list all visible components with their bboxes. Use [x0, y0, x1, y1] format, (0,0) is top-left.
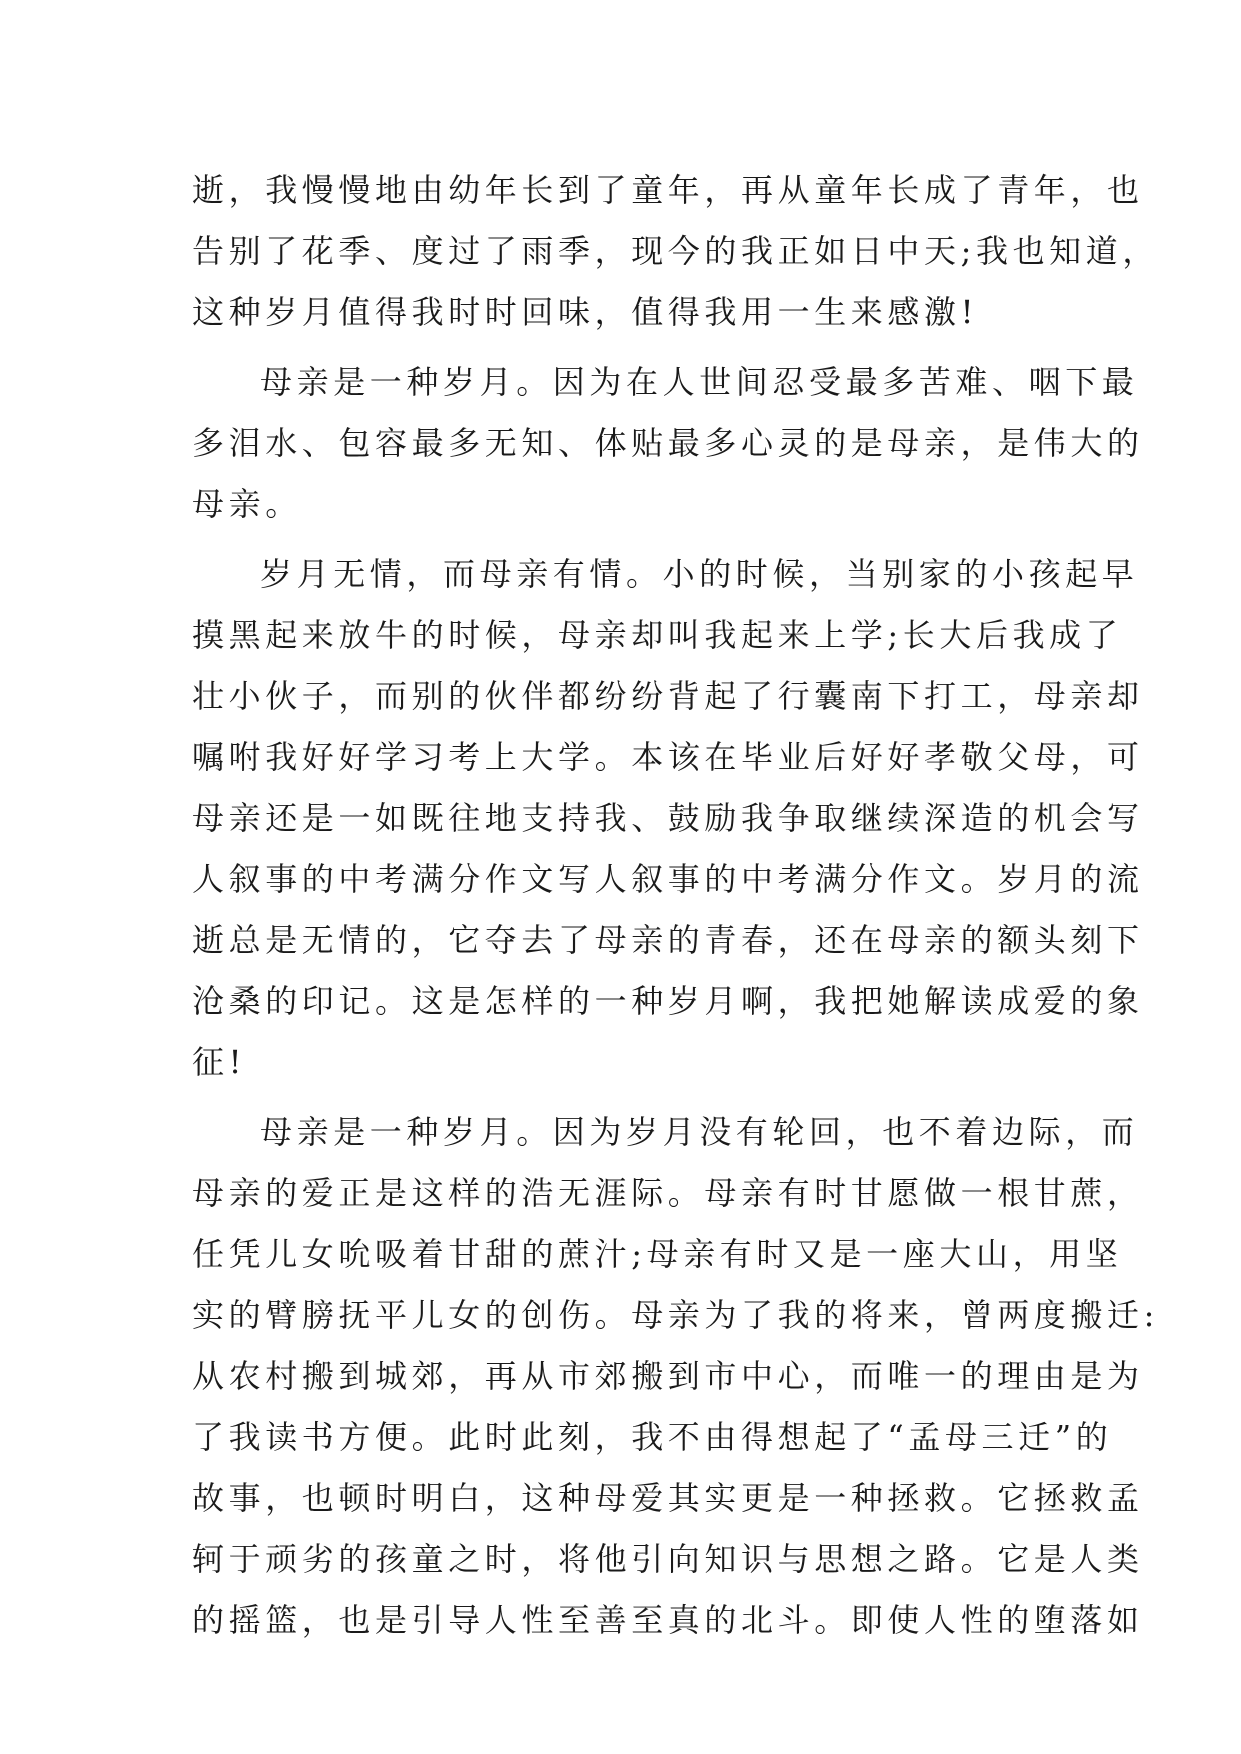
text-line: 逝，我慢慢地由幼年长到了童年，再从童年长成了青年，也	[192, 171, 1144, 209]
text-line: 逝总是无情的，它夺去了母亲的青春，还在母亲的额头刻下	[192, 921, 1144, 959]
paragraph-first-line: 岁月无情，而母亲有情。小的时候，当别家的小孩起早	[260, 555, 1139, 593]
paragraph-first-line: 母亲是一种岁月。因为岁月没有轮回，也不着边际，而	[260, 1113, 1139, 1151]
text-line: 从农村搬到城郊，再从市郊搬到市中心，而唯一的理由是为	[192, 1357, 1144, 1395]
text-line: 了我读书方便。此时此刻，我不由得想起了“孟母三迁”的	[192, 1418, 1113, 1456]
text-line: 摸黑起来放牛的时候，母亲却叫我起来上学;长大后我成了	[192, 616, 1123, 654]
text-line: 母亲。	[192, 485, 302, 523]
text-line: 这种岁月值得我时时回味，值得我用一生来感激!	[192, 293, 979, 331]
text-line: 任凭儿女吮吸着甘甜的蔗汁;母亲有时又是一座大山，用坚	[192, 1235, 1123, 1273]
text-line: 的摇篮，也是引导人性至善至真的北斗。即使人性的堕落如	[192, 1601, 1144, 1639]
text-line: 故事，也顿时明白，这种母爱其实更是一种拯救。它拯救孟	[192, 1479, 1144, 1517]
text-line: 轲于顽劣的孩童之时，将他引向知识与思想之路。它是人类	[192, 1540, 1144, 1578]
text-line: 母亲的爱正是这样的浩无涯际。母亲有时甘愿做一根甘蔗，	[192, 1174, 1144, 1212]
text-line: 征!	[192, 1043, 247, 1081]
text-line: 人叙事的中考满分作文写人叙事的中考满分作文。岁月的流	[192, 860, 1144, 898]
text-line: 告别了花季、度过了雨季，现今的我正如日中天;我也知道，	[192, 232, 1159, 270]
text-line: 沧桑的印记。这是怎样的一种岁月啊，我把她解读成爱的象	[192, 982, 1144, 1020]
text-line: 壮小伙子，而别的伙伴都纷纷背起了行囊南下打工，母亲却	[192, 677, 1144, 715]
essay-body	[192, 160, 1159, 1651]
text-line: 多泪水、包容最多无知、体贴最多心灵的是母亲，是伟大的	[192, 424, 1144, 462]
text-line: 嘱咐我好好学习考上大学。本该在毕业后好好孝敬父母，可	[192, 738, 1144, 776]
paragraph-first-line: 母亲是一种岁月。因为在人世间忍受最多苦难、咽下最	[260, 363, 1139, 401]
text-line: 实的臂膀抚平儿女的创伤。母亲为了我的将来，曾两度搬迁:	[192, 1296, 1159, 1334]
text-line: 母亲还是一如既往地支持我、鼓励我争取继续深造的机会写	[192, 799, 1144, 837]
